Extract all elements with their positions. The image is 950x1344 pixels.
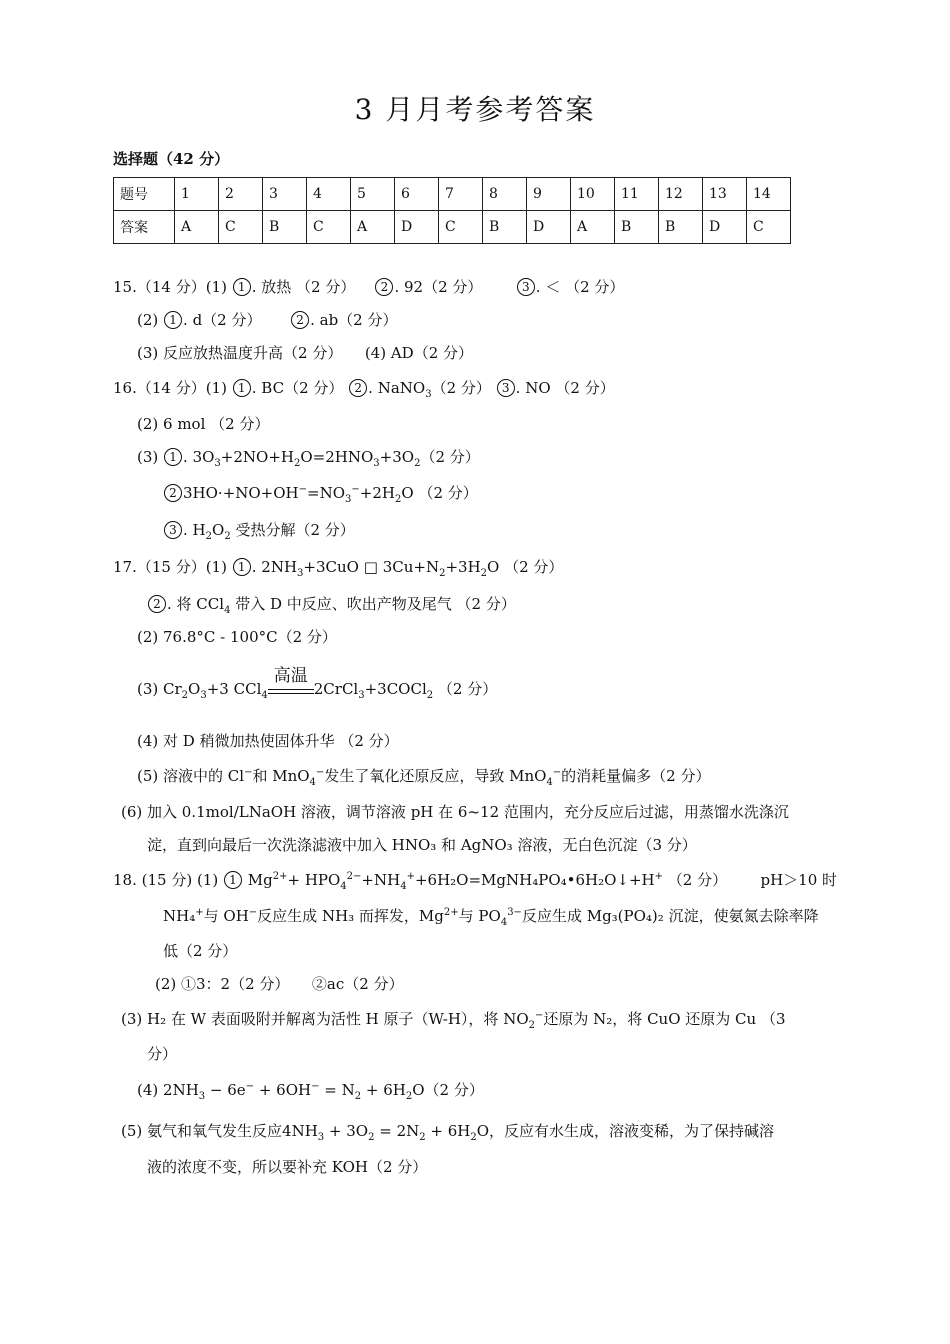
text: 反应生成 Mg₃(PO₄)₂ 沉淀，使氨氮去除率降 [521,907,819,925]
table-cell: 12 [659,178,703,211]
text: O [212,521,225,539]
circled-number: 2 [349,379,367,397]
text: NH₄ [163,907,196,925]
superscript: − [315,767,325,778]
text: +3O [379,448,415,466]
text: . NO （2 分） [515,379,615,397]
circled-number: 3 [497,379,515,397]
text: O（2 分） [412,1081,484,1099]
text: + 6H [425,1122,471,1140]
table-cell: D [703,211,747,244]
table-cell: B [659,211,703,244]
table-cell: 4 [307,178,351,211]
subscript: 3 [345,494,352,505]
superscript: − [535,1010,544,1021]
text: O=2HNO [300,448,374,466]
text: (5) 氨气和氧气发生反应 [121,1122,283,1140]
subscript: 3 [214,458,221,469]
table-row-numbers [114,178,791,211]
text: . NaNO [368,379,426,397]
text: （2 分） [667,871,728,889]
q17-line-3: (2) 76.8°C - 100°C（2 分） [137,628,337,646]
table-cell: A [351,211,395,244]
q18-line-9: 液的浓度不变，所以要补充 KOH（2 分） [147,1158,428,1176]
subscript: 2 [414,458,421,469]
table-cell: 1 [175,178,219,211]
q17-line-5: (4) 对 D 稍微加热使固体升华 （2 分） [137,732,399,750]
text: 3HO·+NO+OH [183,484,299,502]
q16-line-2: (2) 6 mol （2 分） [137,415,270,433]
text: (3) [137,448,159,466]
subscript: 2 [368,1132,375,1143]
superscript: 3− [507,907,522,918]
q17-line-1 [113,557,563,577]
superscript: 2+ [272,871,288,882]
text: 2NH [163,1081,199,1099]
text: . 92（2 分） [394,278,483,296]
text: 16.（14 分）(1) [113,379,227,397]
circled-number: 2 [164,484,182,502]
text: 与 OH [203,907,249,925]
text: +2H [359,484,395,502]
subscript: 2 [354,1091,362,1102]
text: . H [183,521,206,539]
subscript: 4 [400,881,407,892]
text: O （2 分） [401,484,478,502]
superscript: − [244,767,253,778]
q17-line-8: 淀，直到向最后一次洗涤滤液中加入 HNO₃ 和 AgNO₃ 溶液，无白色沉淀（3 分） [147,836,697,854]
subscript: 2 [528,1020,535,1031]
subscript: 4 [546,777,553,788]
circled-number: 1 [224,871,242,889]
subscript: 4 [500,917,508,928]
text: +6H₂O=MgNH₄PO₄•6H₂O↓+H [414,871,655,889]
table-cell: B [615,211,659,244]
q17-line-4 [137,666,498,701]
text: 3Cu+N [382,558,440,576]
q15-line-2 [137,310,398,330]
circled-number: 2 [375,278,393,296]
text: 发生了氧化还原反应，导致 MnO [324,767,547,785]
text: . ＜ （2 分） [535,278,625,296]
circled-number: 1 [233,278,251,296]
text: 受热分解（2 分） [230,521,355,539]
q18-line-8 [121,1121,774,1141]
subscript: 4 [309,777,316,788]
table-head-answer: 答案 [114,211,175,244]
table-cell: 6 [395,178,439,211]
subscript: 3 [425,389,432,400]
circled-number: 1 [233,379,251,397]
subscript: 3 [317,1132,325,1143]
text: . d（2 分） [183,311,262,329]
table-cell: 11 [615,178,659,211]
text: = 2N [374,1122,420,1140]
circled-number: 1 [233,558,251,576]
table-cell: B [483,211,527,244]
subscript: 3 [297,568,304,579]
q18-line-3: 低（2 分） [163,942,238,960]
subscript: 3 [358,690,365,701]
q18-line-7 [137,1080,484,1100]
table-cell: 7 [439,178,483,211]
text: = N [319,1081,355,1099]
subscript: 2 [419,1132,426,1143]
text: 反应生成 NH₃ 而挥发，Mg [257,907,444,925]
text: 17.（15 分）(1) [113,558,227,576]
text: +3COCl [364,680,427,698]
text: +3CuO [303,558,359,576]
text: =NO [307,484,346,502]
circled-number: 3 [164,521,182,539]
table-cell: 9 [527,178,571,211]
text: pH＞10 时 [760,871,838,889]
subscript: 2 [181,690,189,701]
superscript: − [298,484,308,495]
double-line [268,689,314,694]
q18-line-4: (2) ①3：2（2 分） ②ac（2 分） [155,975,404,993]
q18-line-5 [121,1009,786,1029]
circled-number: 2 [148,595,166,613]
subscript: 4 [340,881,347,892]
text: + 3O [324,1122,369,1140]
subscript: 2 [426,690,434,701]
text: + 6H [361,1081,406,1099]
q16-line-5 [163,520,355,540]
subscript: 3 [200,690,207,701]
text: 2CrCl [313,680,359,698]
subscript: 4 [224,605,231,616]
superscript: − [248,907,258,918]
text: (4) [137,1081,159,1099]
text: (5) 溶液中的 Cl [137,767,245,785]
q18-line-1 [113,870,837,890]
superscript: 2+ [443,907,459,918]
table-cell: D [527,211,571,244]
table-cell: C [747,211,791,244]
table-cell: B [263,211,307,244]
table-cell: 14 [747,178,791,211]
text: . 将 CCl [167,595,225,613]
subscript: 2 [480,568,488,579]
text: . 放热 （2 分） [251,278,356,296]
text: Mg [247,871,273,889]
table-cell: A [571,211,615,244]
subscript: 2 [405,1091,413,1102]
table-cell: C [439,211,483,244]
text: （2 分） [433,680,498,698]
page-title: 3 月月考参考答案 [354,93,596,126]
table-head-number: 题号 [114,178,175,211]
text: − 6e [205,1081,246,1099]
table-cell: 13 [703,178,747,211]
circled-number: 3 [517,278,535,296]
text: . 3O [183,448,215,466]
reaction-condition [268,666,314,694]
superscript: − [552,767,562,778]
table-cell: 2 [219,178,263,211]
text: . ab（2 分） [310,311,398,329]
subscript: 2 [395,494,402,505]
text: + 6OH [254,1081,312,1099]
subscript: 3 [373,458,380,469]
circled-number: 2 [291,311,309,329]
q15-line-3: (3) 反应放热温度升高（2 分） (4) AD（2 分） [137,344,474,362]
q18-line-2 [163,906,819,926]
text: 的消耗量偏多（2 分） [561,767,711,785]
q17-line-7: (6) 加入 0.1mol/LNaOH 溶液，调节溶液 pH 在 6~12 范围内，充分反应后过滤，用蒸馏水洗涤沉 [121,803,789,821]
superscript: + [654,871,664,882]
text: 还原为 N₂，将 CuO 还原为 Cu （3 [543,1010,786,1028]
text: 和 MnO [252,767,310,785]
text: +2NO+H [220,448,294,466]
circled-number: 1 [164,311,182,329]
q18-line-6: 分） [147,1045,178,1063]
circled-number: 1 [164,448,182,466]
text: O （2 分） [487,558,564,576]
subscript: 2 [224,531,231,542]
superscript: + [195,907,204,918]
q16-line-1 [113,378,615,398]
text: O [188,680,201,698]
arrow-placeholder: □ [363,558,378,576]
q17-line-6 [137,766,710,786]
text: 与 PO [458,907,501,925]
q16-line-3 [137,447,480,467]
subscript: 2 [205,531,212,542]
superscript: + [406,871,415,882]
superscript: − [311,1081,320,1092]
text: . 2NH [251,558,298,576]
subscript: 2 [470,1132,477,1143]
text: +3 CCl [206,680,262,698]
text: 4NH [282,1122,318,1140]
subscript: 3 [198,1091,206,1102]
table-row-answers [114,211,791,244]
q16-line-4 [163,483,478,503]
text: O，反应有水生成，溶液变稀，为了保持碱溶 [476,1122,775,1140]
text: 带入 D 中反应、吹出产物及尾气 （2 分） [230,595,516,613]
text: . BC（2 分） [251,379,344,397]
text: 15.（14 分）(1) [113,278,227,296]
text: + HPO [287,871,341,889]
table-cell: 10 [571,178,615,211]
superscript: − [351,484,360,495]
choice-section-label: 选择题（42 分） [113,150,230,168]
subscript: 2 [293,458,301,469]
table-cell: 3 [263,178,307,211]
text: （2 分） [431,379,491,397]
superscript: − [245,1081,255,1092]
text: (3) Cr [137,680,182,698]
text: （2 分） [420,448,480,466]
text: (3) H₂ 在 W 表面吸附并解离为活性 H 原子（W-H），将 NO [121,1010,529,1028]
q15-line-1 [113,277,624,297]
table-cell: C [307,211,351,244]
table-cell: 5 [351,178,395,211]
q17-line-2 [147,594,516,614]
text: +NH [361,871,401,889]
text: (2) [137,311,159,329]
subscript: 4 [261,690,268,701]
table-cell: C [219,211,263,244]
condition-text: 高温 [273,666,308,686]
text: 18. (15 分) (1) [113,871,219,889]
subscript: 2 [439,568,446,579]
superscript: 2− [346,871,362,882]
table-cell: D [395,211,439,244]
table-cell: 8 [483,178,527,211]
table-cell: A [175,211,219,244]
answer-table [113,177,791,244]
text: +3H [445,558,481,576]
